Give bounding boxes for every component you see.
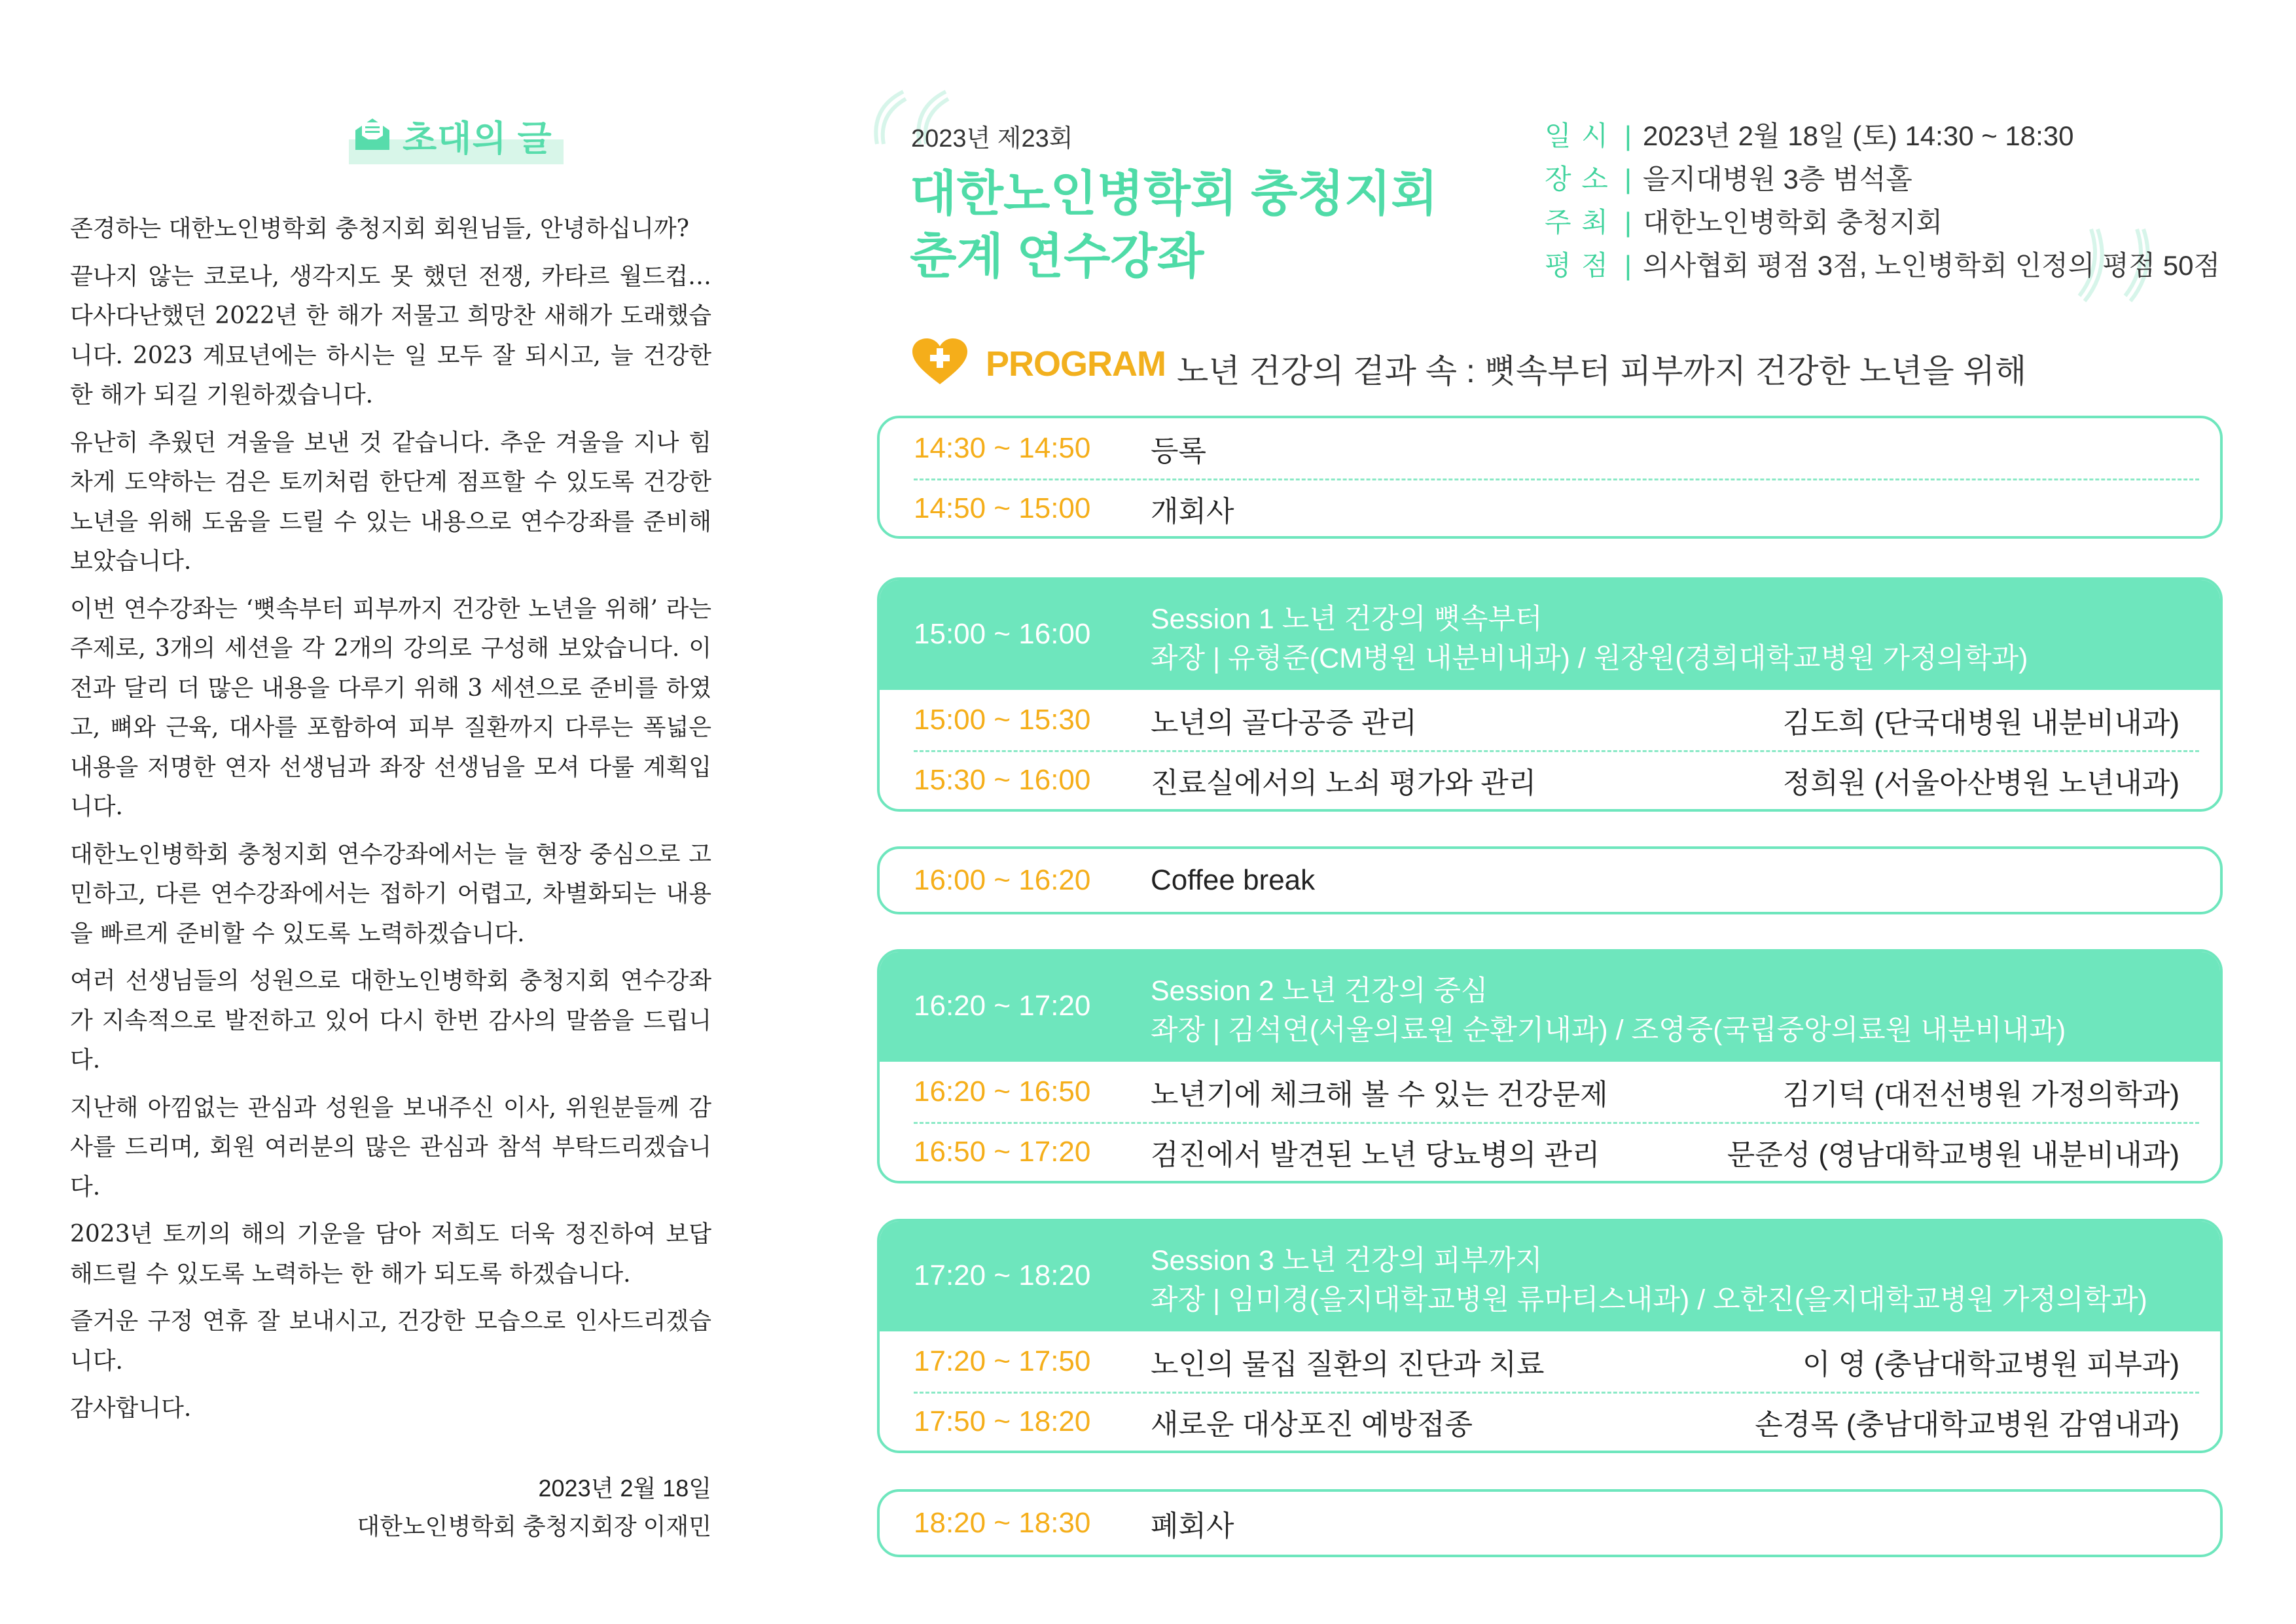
- letter-paragraph: 이번 연수강좌는 ‘뼛속부터 피부까지 건강한 노년을 위해’ 라는 주제로, 3개의 세션을 각 2개의 강의로 구성해 보았습니다. 이전과 달리 더 많은 내용을 다루기 위해 3 세션으로 준비를 하였고, 뼈와 근육, 대사를 포함하여 피부 질환까지 다루는 폭넓은 내용을 저명한 연자 선생님과 좌장 선생님을 모셔 다룰 계획입니다.: [70, 595, 711, 820]
- schedule-time: 14:50 ~ 15:00: [914, 492, 1091, 524]
- letter-paragraph: 대한노인병학회 충청지회 연수강좌에서는 늘 현장 중심으로 고민하고, 다른 연수강좌에서는 접하기 어렵고, 차별화되는 내용을 빠르게 준비할 수 있도록 노력하겠습니다.: [70, 840, 711, 947]
- info-separator: |: [1624, 250, 1632, 281]
- talk-time: 15:00 ~ 15:30: [914, 704, 1091, 736]
- talk-time: 16:50 ~ 17:20: [914, 1136, 1091, 1168]
- talk-row: [880, 690, 2220, 750]
- talk-speaker: 김도희 (단국대병원 내분비내과): [1782, 707, 2179, 739]
- info-label: 장 소: [1545, 164, 1609, 194]
- session-title: Session 3 노년 건강의 피부까지: [1151, 1245, 1543, 1276]
- program-heading: [910, 336, 2027, 389]
- invitation-title: 초대의 글: [403, 119, 552, 158]
- letter-paragraph: 즐거운 구정 연휴 잘 보내시고, 건강한 모습으로 인사드리겠습니다.: [70, 1308, 711, 1375]
- talk-speaker: 문준성 (영남대학교병원 내분비내과): [1727, 1139, 2179, 1171]
- info-label: 평 점: [1545, 250, 1609, 281]
- schedule-row: [880, 850, 2220, 911]
- talk-time: 17:50 ~ 18:20: [914, 1405, 1091, 1437]
- event-title: [910, 162, 1438, 288]
- info-separator: |: [1624, 120, 1632, 151]
- schedule-closing: [877, 1489, 2223, 1557]
- letter-paragraph: 여러 선생님들의 성원으로 대한노인병학회 충청지회 연수강좌가 지속적으로 발전하고 있어 다시 한번 감사의 말씀을 드립니다.: [70, 967, 711, 1074]
- letter-paragraph: 존경하는 대한노인병학회 충청지회 회원님들, 안녕하십니까?: [70, 215, 689, 242]
- session-header: [880, 952, 2220, 1062]
- info-row-date: [1545, 115, 2220, 158]
- info-label: 주 최: [1545, 207, 1609, 238]
- edition-label: 2023년 제23회: [911, 125, 1073, 153]
- info-value: 을지대병원 3층 범석홀: [1643, 164, 1912, 194]
- info-label: 일 시: [1545, 120, 1609, 151]
- schedule-opening: [877, 416, 2223, 539]
- letter-paragraph: 지난해 아낌없는 관심과 성원을 보내주신 이사, 위원분들께 감사를 드리며, 회원 여러분의 많은 관심과 참석 부탁드리겠습니다.: [70, 1094, 711, 1200]
- schedule-title: 폐회사: [1151, 1510, 1234, 1542]
- session-1: [877, 577, 2223, 812]
- heart-plus-icon: [910, 337, 970, 387]
- session-chair: 좌장 | 유형준(CM병원 내분비내과) / 원장원(경희대학교병원 가정의학과): [1151, 643, 2028, 674]
- talk-row: [880, 750, 2220, 810]
- letter-paragraph: 유난히 추웠던 겨울을 보낸 것 같습니다. 추운 겨울을 지나 힘차게 도약하는 검은 토끼처럼 한단계 점프할 수 있도록 건강한 노년을 위해 도움을 드릴 수 있는 내용으로 연수강좌를 준비해보았습니다.: [70, 429, 711, 575]
- talk-time: 16:20 ~ 16:50: [914, 1075, 1091, 1108]
- talk-speaker: 김기덕 (대전선병원 가정의학과): [1782, 1079, 2179, 1111]
- session-time: 15:00 ~ 16:00: [914, 618, 1091, 650]
- letter-paragraph: 2023년 토끼의 해의 기운을 담아 저희도 더욱 정진하여 보답해드릴 수 있도록 노력하는 한 해가 되도록 하겠습니다.: [70, 1221, 711, 1288]
- schedule-row: [880, 1493, 2220, 1553]
- talk-title: 새로운 대상포진 예방접종: [1151, 1409, 1473, 1441]
- schedule-title: 등록: [1151, 435, 1207, 467]
- session-header: [880, 580, 2220, 690]
- schedule-row: [880, 418, 2220, 478]
- talk-title: 진료실에서의 노쇠 평가와 관리: [1151, 767, 1537, 799]
- info-value: 2023년 2월 18일 (토) 14:30 ~ 18:30: [1643, 120, 2074, 151]
- schedule-title: Coffee break: [1151, 864, 1316, 896]
- talk-time: 17:20 ~ 17:50: [914, 1345, 1091, 1377]
- letter-paragraph: 감사합니다.: [70, 1395, 192, 1422]
- info-separator: |: [1624, 207, 1632, 238]
- talk-title: 검진에서 발견된 노년 당뇨병의 관리: [1151, 1139, 1600, 1171]
- program-theme: 노년 건강의 겉과 속 : 뼛속부터 피부까지 건강한 노년을 위해: [1177, 353, 2027, 389]
- letter-paragraph: 끝나지 않는 코로나, 생각지도 못 했던 전쟁, 카타르 월드컵… 다사다난했던 2022년 한 해가 저물고 희망찬 새해가 도래했습니다. 2023 계묘년에는 하시는 일 모두 잘 되시고, 늘 건강한 한 해가 되길 기원하겠습니다.: [70, 262, 711, 408]
- talk-title: 노인의 물집 질환의 진단과 치료: [1151, 1348, 1545, 1380]
- talk-title: 노년의 골다공증 관리: [1151, 707, 1417, 739]
- talk-row: [880, 1331, 2220, 1392]
- schedule-time: 16:00 ~ 16:20: [914, 864, 1091, 896]
- schedule-row: [880, 478, 2220, 539]
- schedule-time: 14:30 ~ 14:50: [914, 432, 1091, 464]
- event-title-line2: 춘계 연수강좌: [910, 229, 1204, 283]
- talk-title: 노년기에 체크해 볼 수 있는 건강문제: [1151, 1079, 1608, 1111]
- info-row-host: [1545, 201, 2220, 244]
- talk-row: [880, 1062, 2220, 1122]
- event-title-line1: 대한노인병학회 충청지회: [910, 166, 1438, 221]
- info-value: 대한노인병학회 충청지회: [1643, 207, 1943, 238]
- talk-speaker: 이 영 (충남대학교병원 피부과): [1802, 1348, 2179, 1380]
- talk-speaker: 정희원 (서울아산병원 노년내과): [1782, 767, 2179, 799]
- session-chair: 좌장 | 김석연(서울의료원 순환기내과) / 조영중(국립중앙의료원 내분비내과): [1151, 1015, 2066, 1046]
- envelope-icon: [353, 115, 392, 154]
- info-value: 의사협회 평점 3점, 노인병학회 인정의 평점 50점: [1643, 250, 2221, 281]
- event-info: [1545, 115, 2220, 287]
- letter-date: 2023년 2월 18일: [538, 1475, 711, 1502]
- session-2: [877, 949, 2223, 1183]
- talk-speaker: 손경목 (충남대학교병원 감염내과): [1755, 1409, 2179, 1441]
- session-3: [877, 1219, 2223, 1453]
- info-row-venue: [1545, 158, 2220, 201]
- program-label: PROGRAM: [986, 344, 1166, 384]
- session-chair: 좌장 | 임미경(을지대학교병원 류마티스내과) / 오한진(을지대학교병원 가정의학과): [1151, 1284, 2147, 1316]
- session-title: Session 1 노년 건강의 뼛속부터: [1151, 604, 1543, 635]
- session-time: 16:20 ~ 17:20: [914, 990, 1091, 1022]
- info-row-credits: [1545, 244, 2220, 287]
- session-title: Session 2 노년 건강의 중심: [1151, 975, 1488, 1007]
- talk-row: [880, 1392, 2220, 1452]
- schedule-title: 개회사: [1151, 496, 1234, 528]
- session-time: 17:20 ~ 18:20: [914, 1259, 1091, 1291]
- talk-time: 15:30 ~ 16:00: [914, 764, 1091, 796]
- letter-body: [70, 209, 711, 1437]
- signature-block: [357, 1470, 711, 1545]
- session-header: [880, 1221, 2220, 1331]
- schedule-time: 18:20 ~ 18:30: [914, 1507, 1091, 1539]
- info-separator: |: [1624, 164, 1632, 194]
- letter-signer: 대한노인병학회 충청지회장 이재민: [357, 1513, 711, 1540]
- schedule-coffee-break: [877, 846, 2223, 914]
- talk-row: [880, 1122, 2220, 1182]
